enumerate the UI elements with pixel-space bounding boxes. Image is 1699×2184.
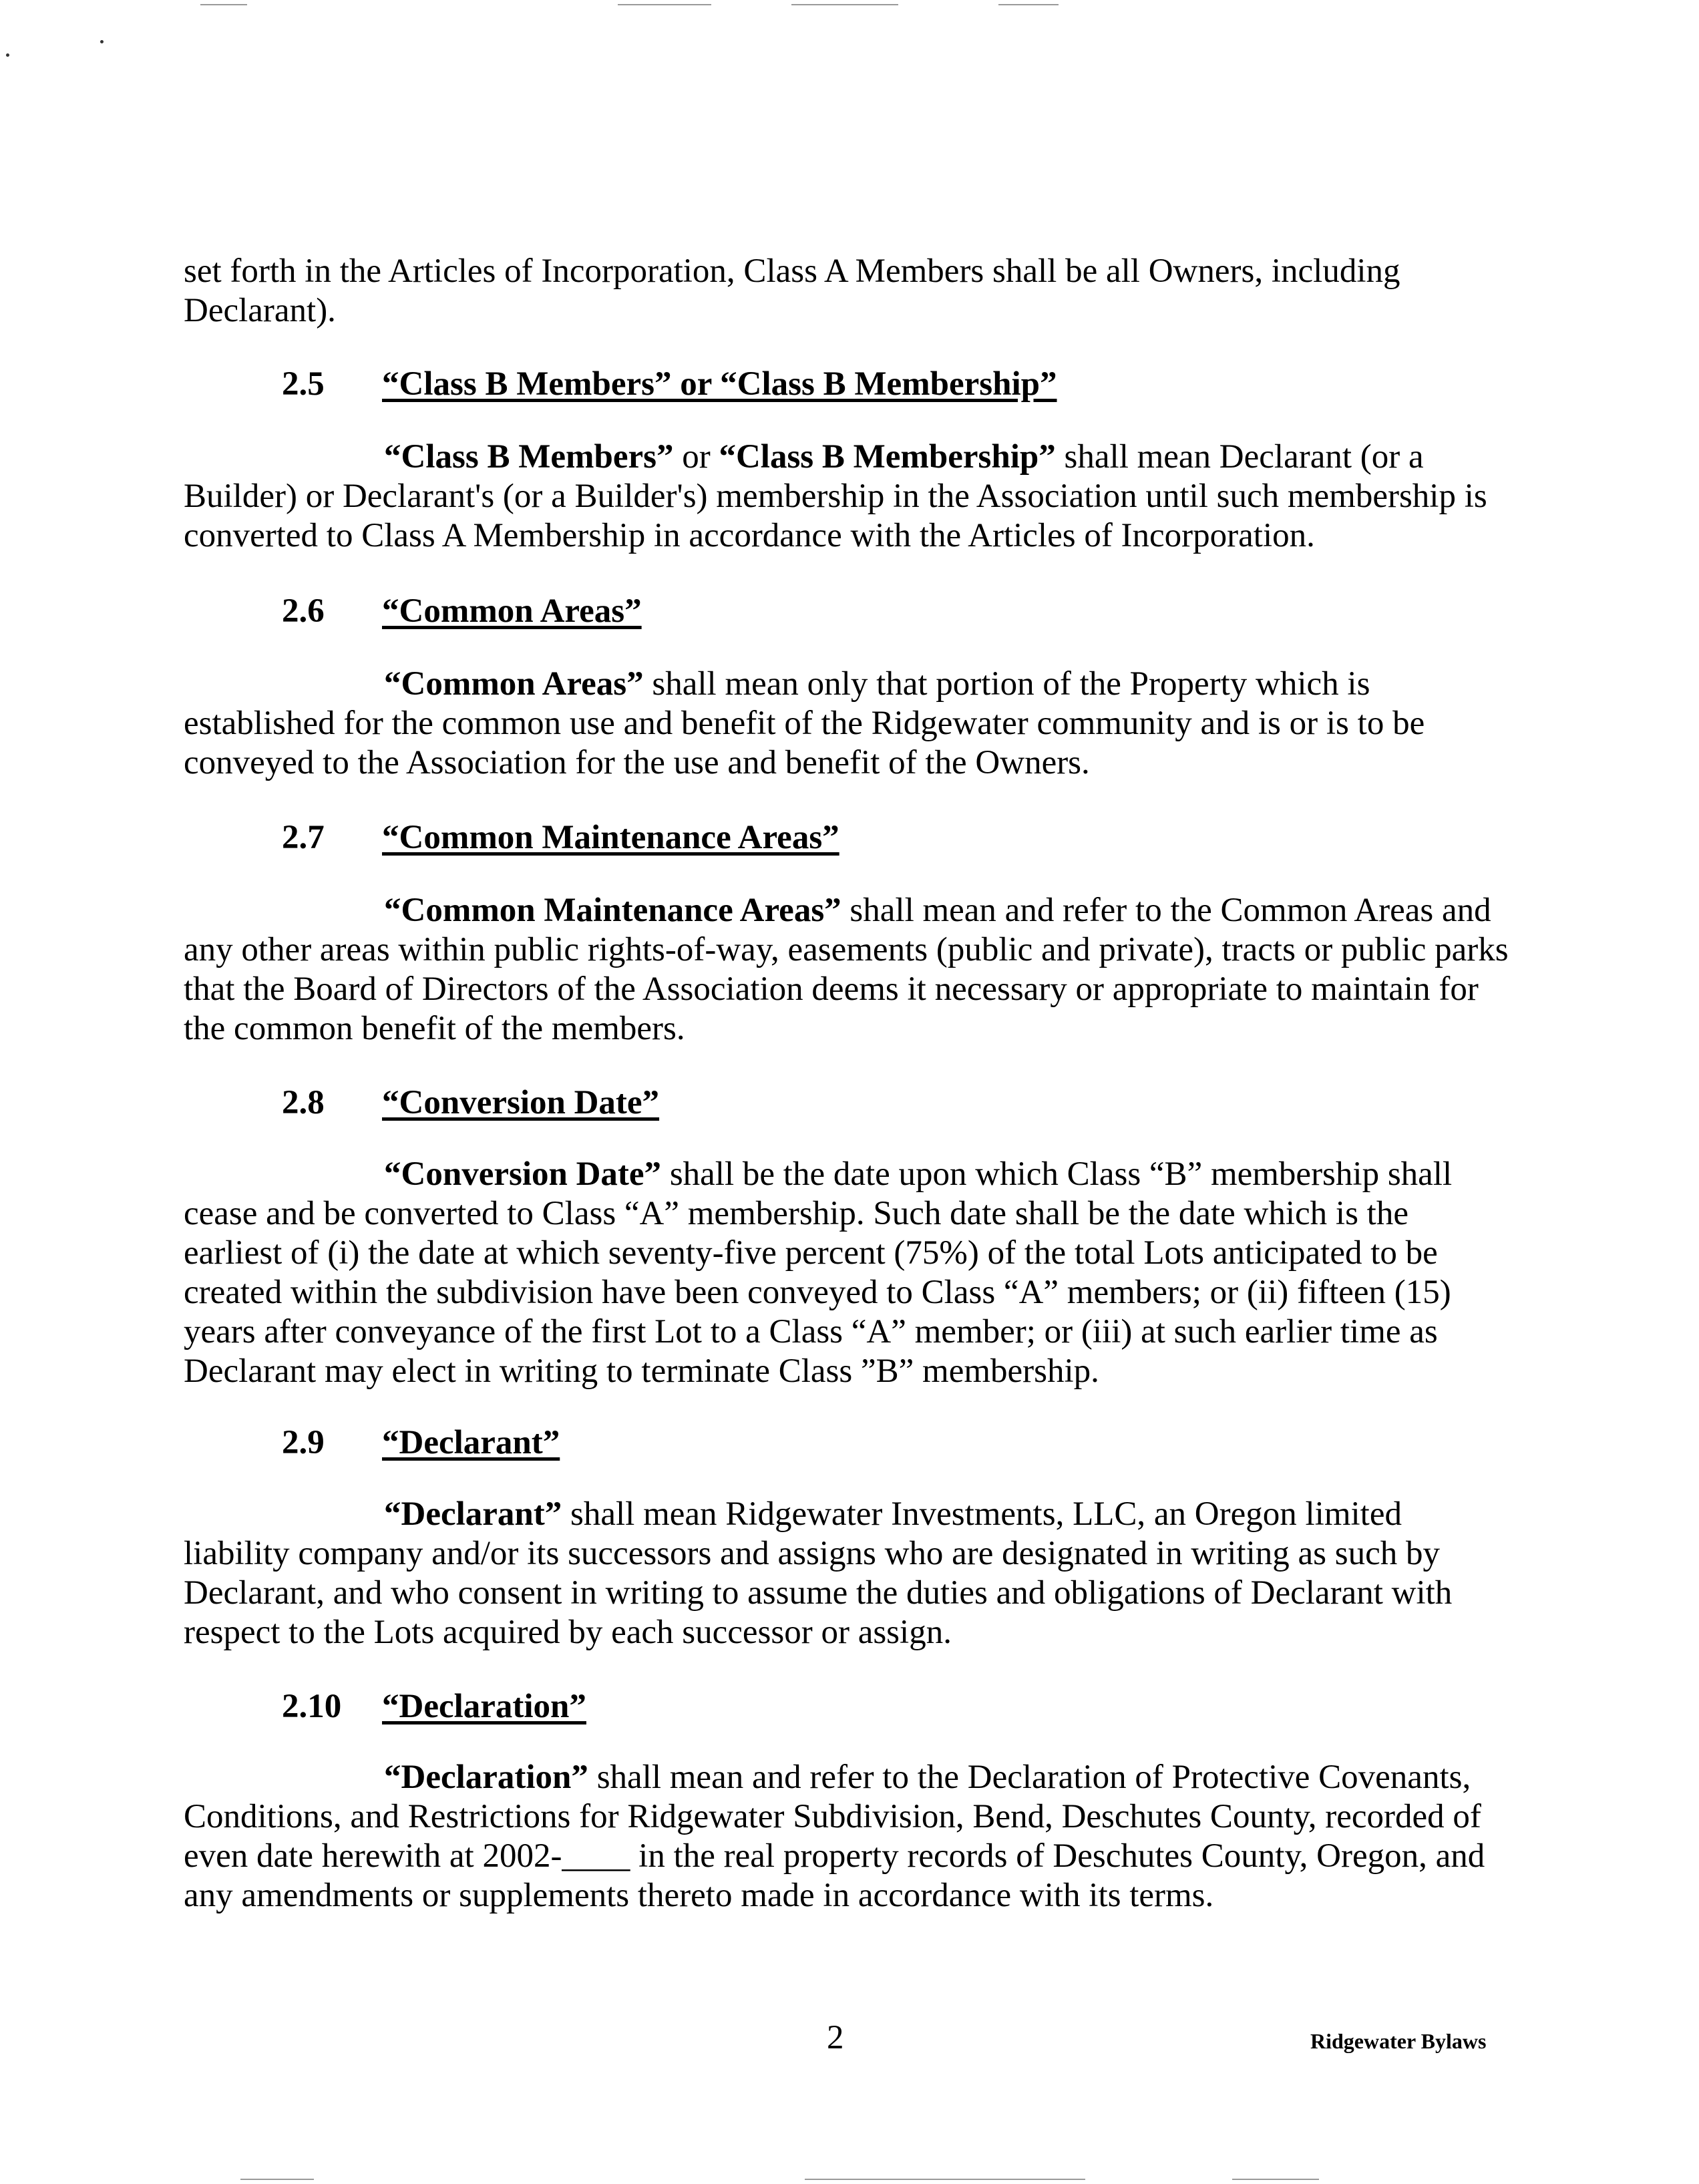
section-heading-2-8 — [282, 1083, 659, 1123]
defined-term: “Conversion Date” — [384, 1155, 662, 1193]
section-number: 2.10 — [282, 1688, 342, 1725]
section-body-2-7 — [184, 891, 1519, 1049]
section-title: “Declaration” — [382, 1688, 586, 1725]
scan-artifact — [200, 4, 247, 5]
section-title: “Declarant” — [382, 1424, 560, 1461]
section-body-2-9 — [184, 1495, 1519, 1652]
section-number: 2.9 — [282, 1424, 325, 1461]
definition-text: shall mean only that portion of the Property which is established for the common use and benefit of the Ridgewater community and is or is to be conveyed to the Association for the use and benefit of the Owners. — [184, 665, 1425, 781]
section-number: 2.8 — [282, 1084, 325, 1121]
defined-term: “Declarant” — [384, 1495, 562, 1533]
scan-artifact — [6, 53, 9, 57]
definition-text: shall mean Ridgewater Investments, LLC, an Oregon limited liability company and/or its successors and assigns who are designated in writing as such by Declarant, and who consent in writing to assume the duties and obligations of Declarant with respect to the Lots acquired by each successor or assign. — [184, 1495, 1453, 1651]
section-title: “Class B Members” or “Class B Membership” — [382, 365, 1057, 403]
definition-text: shall mean Declarant (or a Builder) or Declarant's (or a Builder's) membership in the Association until such membership is converted to Class A Membership in accordance with the Articles of Incorporation. — [184, 438, 1487, 554]
section-number: 2.7 — [282, 819, 325, 856]
section-heading-2-7 — [282, 818, 839, 858]
intro-paragraph: set forth in the Articles of Incorporation, Class A Members shall be all Owners, including Declarant). — [184, 252, 1400, 329]
section-number: 2.5 — [282, 365, 325, 403]
section-title: “Common Maintenance Areas” — [382, 819, 839, 856]
defined-term: “Common Maintenance Areas” — [384, 892, 841, 929]
section-title: “Common Areas” — [382, 592, 642, 630]
defined-term: “Class B Members” — [384, 438, 674, 476]
section-number: 2.6 — [282, 592, 325, 630]
term-connector: or — [673, 438, 719, 476]
defined-term: “Common Areas” — [384, 665, 644, 703]
scan-artifact — [100, 40, 104, 43]
section-heading-2-5 — [282, 365, 1057, 404]
scan-artifact — [805, 2179, 1085, 2180]
section-heading-2-6 — [282, 592, 642, 631]
section-heading-2-9 — [282, 1423, 560, 1463]
scan-artifact — [618, 4, 711, 5]
defined-term: “Class B Membership” — [719, 438, 1056, 476]
scan-artifact — [791, 4, 898, 5]
scan-artifact — [1232, 2179, 1319, 2180]
page-number: 2 — [827, 2019, 844, 2056]
section-title: “Conversion Date” — [382, 1084, 660, 1121]
defined-term: “Declaration” — [384, 1759, 588, 1796]
section-body-2-5 — [184, 437, 1519, 556]
section-body-2-6 — [184, 665, 1519, 783]
section-heading-2-10 — [282, 1687, 586, 1726]
definition-text: shall be the date upon which Class “B” membership shall cease and be converted to Class “A” membership. Such date shall be the date which is the earliest of (i) the date at which seventy-five percent (75%) of the total Lots anticipated to be created within the subdivision have been conveyed to Class “A” members; or (ii) fifteen (15) years after conveyance of the first Lot to a Class “A” member; or (iii) at such earlier time as Declarant may elect in writing to terminate Class ”B” membership. — [184, 1155, 1453, 1390]
section-body-2-10 — [184, 1758, 1519, 1916]
definition-text: shall mean and refer to the Common Areas and any other areas within public rights-of-way, easements (public and private), tracts or public parks that the Board of Directors of the Association deems it necessary or appropriate to maintain for the common benefit of the members. — [184, 892, 1509, 1047]
definition-text: shall mean and refer to the Declaration of Protective Covenants, Conditions, and Restrictions for Ridgewater Subdivision, Bend, Deschutes County, recorded of even date herewith at 2002-____ in the real property records of Deschutes County, Oregon, and any amendments or supplements thereto made in accordance with its terms. — [184, 1759, 1485, 1914]
footer-document-title: Ridgewater Bylaws — [1310, 2029, 1487, 2053]
scan-artifact — [998, 4, 1059, 5]
scan-artifact — [240, 2179, 314, 2180]
section-body-2-8 — [184, 1155, 1519, 1391]
